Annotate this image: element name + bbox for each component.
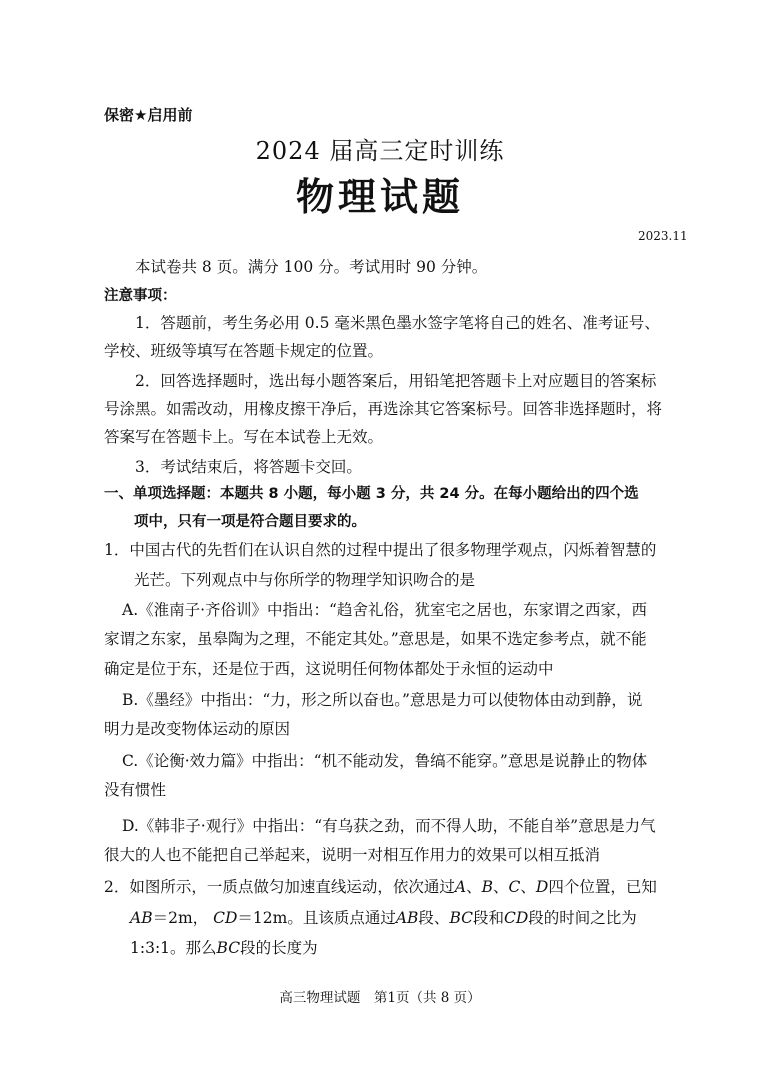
option-a-line-2: 家谓之东家，虽皋陶为之理，不能定其处。”意思是，如果不选定参考点，就不能 xyxy=(104,630,647,648)
segment-ab: AB xyxy=(130,909,153,927)
option-b-line-2: 明力是改变物体运动的原因 xyxy=(104,720,291,738)
q2-text: 。且该质点通过 xyxy=(287,909,396,927)
notice-item-2-line-1: 2．回答选择题时，选出每小题答案后，用铅笔把答题卡上对应题目的答案标 xyxy=(135,372,657,390)
section-heading-line-1: 一、单项选择题：本题共 8 小题，每小题 3 分，共 24 分。在每小题给出的四个选 xyxy=(104,486,639,502)
option-d-line-1: D.《韩非子·观行》中指出：“有乌获之劲，而不得人助，不能自举”意思是力气 xyxy=(122,817,656,835)
intro-text: 本试卷共 8 页。满分 100 分。考试用时 90 分钟。 xyxy=(135,258,488,276)
notice-item-2-line-3: 答案写在答题卡上。写在本试卷上无效。 xyxy=(104,428,384,446)
point-c: C xyxy=(508,878,521,896)
notice-item-3: 3．考试结束后，将答题卡交回。 xyxy=(135,458,362,476)
segment-bc: BC xyxy=(449,909,473,927)
point-d: D xyxy=(535,878,549,896)
q2-text: 段和 xyxy=(472,909,504,927)
notice-heading: 注意事项： xyxy=(104,288,177,304)
confidential-label: 保密★启用前 xyxy=(104,106,193,124)
q2-text: 2．如图所示，一质点做匀加速直线运动，依次通过 xyxy=(104,878,455,896)
q2-sep: 、 xyxy=(492,878,509,896)
q2-sep: 、 xyxy=(520,878,536,896)
exam-name: 2024 届高三定时训练 xyxy=(255,137,505,165)
q2-text: 段、 xyxy=(418,909,450,927)
segment-cd: CD xyxy=(213,909,238,927)
q2-text: 段的时间之比为 xyxy=(528,909,637,927)
page-footer: 高三物理试题 第1页（共 8 页） xyxy=(279,990,481,1006)
segment-ab: AB xyxy=(395,909,419,927)
notice-item-1-line-2: 学校、班级等填写在答题卡规定的位置。 xyxy=(104,342,384,360)
option-a-line-3: 确定是位于东，还是位于西，这说明任何物体都处于永恒的运动中 xyxy=(104,660,554,678)
time-ratio: 1:3:1 xyxy=(130,939,171,957)
segment-cd: CD xyxy=(504,909,529,927)
q2-sep: 、 xyxy=(466,878,482,896)
option-a-line-1: A.《淮南子·齐俗训》中指出：“趋舍礼俗，犹室宅之居也，东家谓之西家，西 xyxy=(122,601,647,619)
question-2-line-2 xyxy=(130,906,637,928)
notice-item-2-line-2: 号涂黑。如需改动，用橡皮擦干净后，再选涂其它答案标号。回答非选择题时，将 xyxy=(104,400,663,418)
ab-value: ＝2m， xyxy=(152,909,209,927)
option-c-line-1: C.《论衡·效力篇》中指出：“机不能动发，鲁缟不能穿。”意思是说静止的物体 xyxy=(122,752,648,770)
q2-text: 。那么 xyxy=(170,939,217,957)
option-b-line-1: B.《墨经》中指出：“力，形之所以奋也。”意思是力可以使物体由动到静，说 xyxy=(122,691,643,709)
section-heading-line-2: 项中，只有一项是符合题目要求的。 xyxy=(134,514,366,530)
question-1-stem-line-1: 1．中国古代的先哲们在认识自然的过程中提出了很多物理学观点，闪烁着智慧的 xyxy=(104,541,657,559)
question-2-line-3 xyxy=(130,936,318,958)
option-c-line-2: 没有惯性 xyxy=(104,781,167,799)
page-title: 物理试题 xyxy=(295,174,464,219)
cd-value: ＝12m xyxy=(237,909,288,927)
point-a: A xyxy=(454,878,467,896)
question-2-line-1 xyxy=(104,875,657,897)
q2-text: 四个位置，已知 xyxy=(548,878,657,896)
notice-item-1-line-1: 1．答题前，考生务必用 0.5 毫米黑色墨水签字笔将自己的姓名、准考证号、 xyxy=(135,314,660,332)
question-1-stem-line-2: 光芒。下列观点中与你所学的物理学知识吻合的是 xyxy=(134,571,476,589)
option-d-line-2: 很大的人也不能把自己举起来，说明一对相互作用力的效果可以相互抵消 xyxy=(104,846,601,864)
point-b: B xyxy=(481,878,493,896)
exam-date: 2023.11 xyxy=(638,229,688,243)
segment-bc: BC xyxy=(216,939,241,957)
q2-text: 段的长度为 xyxy=(240,939,318,957)
